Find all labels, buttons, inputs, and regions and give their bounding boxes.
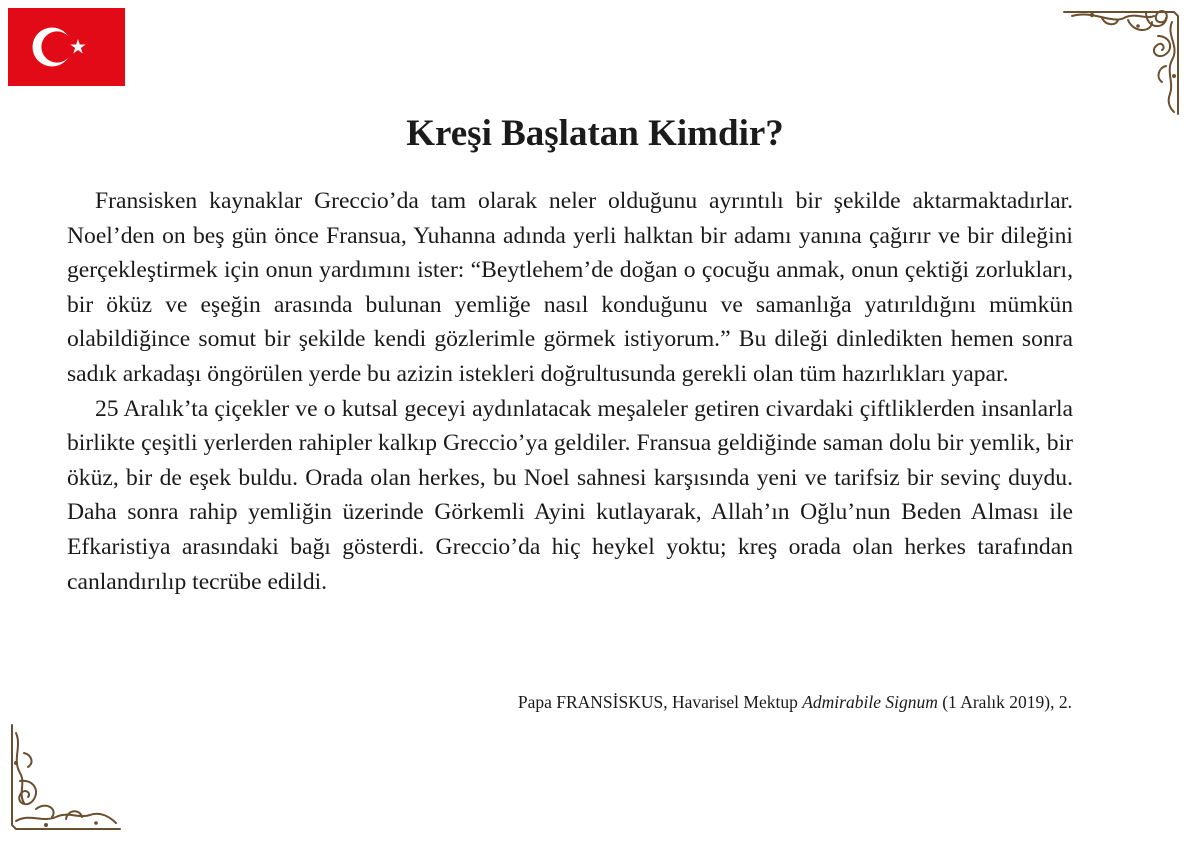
citation-author: Papa FRANSİSKUS, Havarisel Mektup: [517, 692, 803, 712]
citation-work-title: Admirabile Signum: [802, 692, 938, 712]
citation-details: (1 Aralık 2019), 2.: [937, 692, 1072, 712]
corner-ornament-icon: [6, 723, 122, 835]
page-title: Kreşi Başlatan Kimdir?: [406, 113, 784, 154]
corner-ornament-icon: [1062, 6, 1184, 118]
article-body: [67, 184, 1073, 599]
turkish-flag-icon: [8, 8, 125, 86]
paragraph: Fransisken kaynaklar Greccio’da tam olarak neler olduğunu ayrıntılı bir şekilde aktarmaktadırlar. Noel’den on beş gün önce Fransua, Yuhanna adında yerli halktan bir adamı yanına çağırır ve bir dileğini gerçekleştirmek için onun yardımını ister: “Beytlehem’de doğan o çocuğu anmak, onun çektiği zorlukları, bir öküz ve eşeğin arasında bulunan yemliğe nasıl konduğunu ve samanlığa yatırıldığını mümkün olabildiğince somut bir şekilde kendi gözlerimle görmek istiyorum.” Bu dileği dinledikten hemen sonra sadık arkadaşı öngörülen yerde bu azizin istekleri doğrultusunda gerekli olan tüm hazırlıkları yapar.: [67, 188, 1073, 387]
citation: [518, 690, 1072, 714]
paragraph: 25 Aralık’ta çiçekler ve o kutsal geceyi aydınlatacak meşaleler getiren civardaki çiftliklerden insanlarla birlikte çeşitli yerlerden rahipler kalkıp Greccio’ya geldiler. Fransua geldiğinde saman dolu bir yemlik, bir öküz, bir de eşek buldu. Orada olan herkes, bu Noel sahnesi karşısında yeni ve tarifsiz bir sevinç duydu. Daha sonra rahip yemliğin üzerinde Görkemli Ayini kutlayarak, Allah’ın Oğlu’nun Beden Alması ile Efkaristiya arasındaki bağı gösterdi. Greccio’da hiç heykel yoktu; kreş orada olan herkes tarafından canlandırılıp tecrübe edildi.: [67, 395, 1073, 595]
